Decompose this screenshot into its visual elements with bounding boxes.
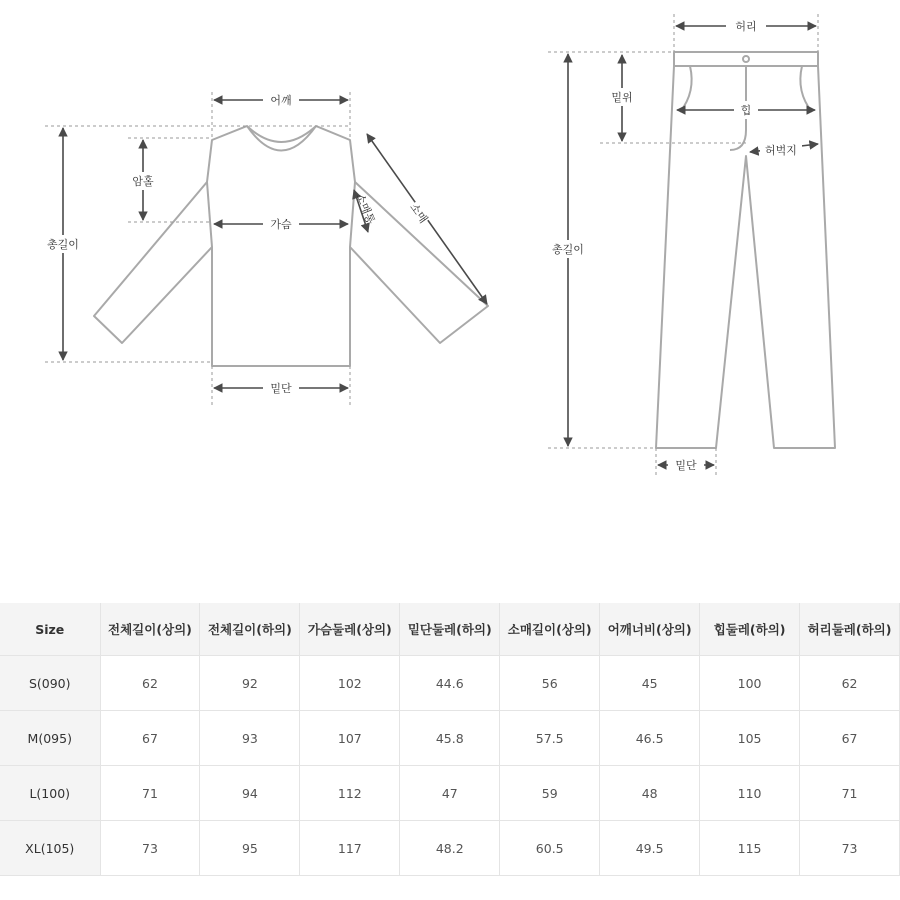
header-cell: 어깨너비(상의) (600, 603, 700, 656)
top-length-label: 총길이 (47, 238, 79, 251)
table-cell: 47 (400, 766, 500, 821)
table-cell: 95 (200, 821, 300, 876)
table-cell: 62 (800, 656, 900, 711)
size-table (0, 603, 900, 876)
table-row (0, 656, 900, 711)
header-cell: Size (0, 603, 100, 656)
pants-length-label: 총길이 (552, 243, 584, 256)
shoulder-label: 어깨 (270, 94, 292, 107)
thigh-label: 허벅지 (765, 144, 797, 157)
table-cell: 46.5 (600, 711, 700, 766)
table-cell: 57.5 (500, 711, 600, 766)
top-garment (94, 126, 488, 366)
table-cell: 48 (600, 766, 700, 821)
table-cell: 117 (300, 821, 400, 876)
pants-waistband (674, 52, 818, 66)
pants-hem-label: 밑단 (675, 459, 697, 472)
table-cell: 56 (500, 656, 600, 711)
table-cell: 94 (200, 766, 300, 821)
top-hem-label: 밑단 (270, 382, 292, 395)
size-cell: L(100) (0, 766, 100, 821)
waist-label: 허리 (735, 20, 757, 33)
size-cell: S(090) (0, 656, 100, 711)
header-cell: 밑단둘레(하의) (400, 603, 500, 656)
top-neckline (247, 126, 316, 151)
table-cell: 73 (100, 821, 200, 876)
header-cell: 힙둘레(하의) (700, 603, 800, 656)
table-cell: 44.6 (400, 656, 500, 711)
table-cell: 67 (800, 711, 900, 766)
table-cell: 100 (700, 656, 800, 711)
table-cell: 73 (800, 821, 900, 876)
table-cell: 59 (500, 766, 600, 821)
table-cell: 67 (100, 711, 200, 766)
size-cell: M(095) (0, 711, 100, 766)
table-row (0, 821, 900, 876)
table-cell: 105 (700, 711, 800, 766)
header-cell: 소매길이(상의) (500, 603, 600, 656)
header-cell: 허리둘레(하의) (800, 603, 900, 656)
table-row (0, 766, 900, 821)
table-cell: 71 (100, 766, 200, 821)
size-cell: XL(105) (0, 821, 100, 876)
table-cell: 49.5 (600, 821, 700, 876)
table-cell: 45.8 (400, 711, 500, 766)
table-cell: 92 (200, 656, 300, 711)
table-row (0, 711, 900, 766)
table-cell: 102 (300, 656, 400, 711)
table-header-row (0, 603, 900, 656)
rise-label: 밑위 (611, 91, 633, 104)
table-cell: 110 (700, 766, 800, 821)
sleeve-width-label: 소매통 (353, 191, 378, 226)
header-cell: 전체길이(상의) (100, 603, 200, 656)
header-cell: 전체길이(하의) (200, 603, 300, 656)
table-cell: 112 (300, 766, 400, 821)
hip-label: 힙 (740, 104, 752, 117)
header-cell: 가슴둘레(상의) (300, 603, 400, 656)
table-cell: 45 (600, 656, 700, 711)
table-cell: 62 (100, 656, 200, 711)
table-cell: 115 (700, 821, 800, 876)
table-cell: 48.2 (400, 821, 500, 876)
table-cell: 71 (800, 766, 900, 821)
top-outline (94, 126, 488, 366)
table-cell: 93 (200, 711, 300, 766)
armhole-label: 암홀 (132, 175, 154, 188)
sleeve-length-label: 소매 (407, 200, 431, 226)
chest-label: 가슴 (270, 218, 292, 231)
table-cell: 60.5 (500, 821, 600, 876)
table-cell: 107 (300, 711, 400, 766)
